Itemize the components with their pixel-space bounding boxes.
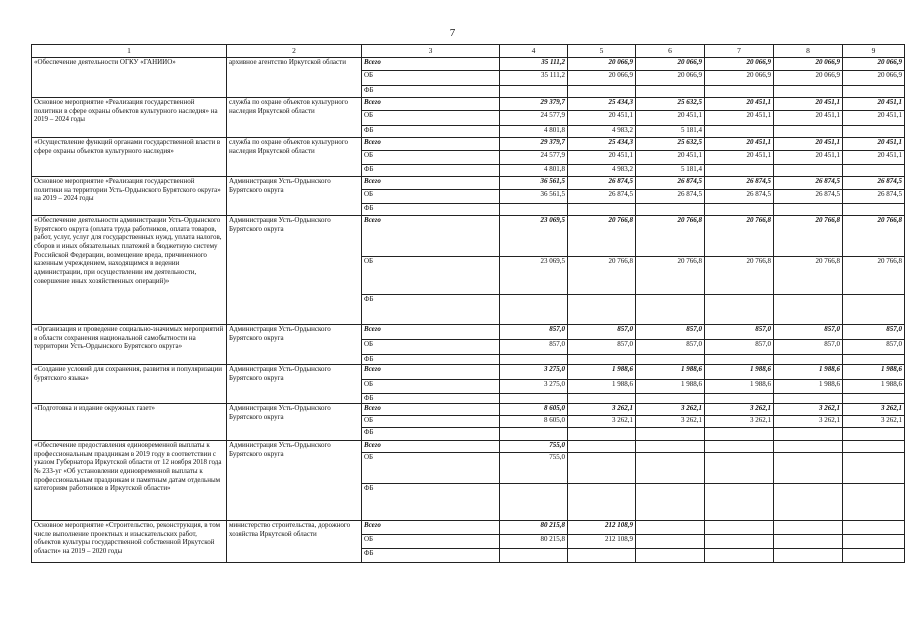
amount-cell bbox=[500, 295, 568, 325]
amount-cell: 23 069,5 bbox=[500, 216, 568, 257]
amount-cell: 20 451,1 bbox=[843, 98, 905, 111]
funding-source: ОБ bbox=[362, 380, 500, 394]
amount-cell bbox=[636, 535, 705, 549]
amount-cell: 4 801,8 bbox=[500, 126, 568, 138]
amount-cell bbox=[774, 126, 843, 138]
funding-source: Всего bbox=[362, 98, 500, 111]
amount-cell: 857,0 bbox=[500, 325, 568, 340]
amount-cell: 20 066,9 bbox=[705, 58, 774, 71]
amount-cell: 23 069,5 bbox=[500, 257, 568, 295]
funding-source: ОБ bbox=[362, 190, 500, 204]
amount-cell bbox=[843, 441, 905, 453]
column-number: 5 bbox=[568, 45, 636, 58]
amount-cell: 26 874,5 bbox=[636, 177, 705, 190]
amount-cell: 20 451,1 bbox=[705, 151, 774, 165]
amount-cell: 8 605,0 bbox=[500, 404, 568, 416]
activity-description: Основное мероприятие «Строительство, реконструкция, в том числе выполнение проектных и изыскательских работ, объектов культуры государственной собственной Иркутской области» на 2019 – 2020 годы bbox=[32, 521, 227, 563]
table-row bbox=[32, 216, 905, 257]
table-row bbox=[32, 521, 905, 535]
amount-cell bbox=[774, 86, 843, 98]
amount-cell bbox=[568, 355, 636, 365]
activity-description: «Подготовка и издание окружных газет» bbox=[32, 404, 227, 441]
table-row bbox=[32, 404, 905, 416]
amount-cell bbox=[636, 394, 705, 404]
funding-source: ОБ bbox=[362, 111, 500, 126]
amount-cell bbox=[705, 441, 774, 453]
amount-cell bbox=[636, 295, 705, 325]
amount-cell: 25 434,3 bbox=[568, 98, 636, 111]
table-row bbox=[32, 441, 905, 453]
amount-cell: 1 988,6 bbox=[636, 380, 705, 394]
amount-cell: 1 988,6 bbox=[568, 380, 636, 394]
amount-cell bbox=[500, 355, 568, 365]
amount-cell: 5 181,4 bbox=[636, 165, 705, 177]
amount-cell bbox=[568, 453, 636, 484]
page-number: 7 bbox=[449, 27, 456, 39]
amount-cell: 20 451,1 bbox=[843, 138, 905, 151]
amount-cell: 857,0 bbox=[500, 340, 568, 355]
amount-cell bbox=[774, 355, 843, 365]
amount-cell bbox=[843, 453, 905, 484]
amount-cell: 1 988,6 bbox=[774, 380, 843, 394]
amount-cell: 26 874,5 bbox=[636, 190, 705, 204]
amount-cell bbox=[568, 441, 636, 453]
amount-cell: 857,0 bbox=[705, 340, 774, 355]
amount-cell: 3 262,1 bbox=[636, 404, 705, 416]
activity-description: «Создание условий для сохранения, развития и популяризации бурятского языка» bbox=[32, 365, 227, 404]
amount-cell bbox=[774, 165, 843, 177]
funding-source: ФБ bbox=[362, 484, 500, 521]
amount-cell: 25 632,5 bbox=[636, 98, 705, 111]
amount-cell: 29 379,7 bbox=[500, 138, 568, 151]
amount-cell: 80 215,8 bbox=[500, 535, 568, 549]
amount-cell: 1 988,6 bbox=[843, 380, 905, 394]
amount-cell bbox=[774, 535, 843, 549]
amount-cell: 20 766,8 bbox=[705, 216, 774, 257]
amount-cell bbox=[705, 355, 774, 365]
funding-source: ОБ bbox=[362, 151, 500, 165]
amount-cell: 20 766,8 bbox=[568, 216, 636, 257]
amount-cell bbox=[500, 86, 568, 98]
funding-source: Всего bbox=[362, 138, 500, 151]
amount-cell bbox=[843, 355, 905, 365]
amount-cell bbox=[705, 521, 774, 535]
amount-cell: 20 766,8 bbox=[843, 257, 905, 295]
amount-cell: 20 766,8 bbox=[774, 216, 843, 257]
funding-source: Всего bbox=[362, 441, 500, 453]
responsible-executor: Администрация Усть-Ордынского Бурятского округа bbox=[227, 216, 362, 325]
amount-cell: 26 874,5 bbox=[774, 190, 843, 204]
activity-description: Основное мероприятие «Реализация государственной политики на территории Усть-Ордынского Бурятского округа» на 2019 – 2024 годы bbox=[32, 177, 227, 216]
amount-cell bbox=[500, 428, 568, 441]
funding-source: ОБ bbox=[362, 535, 500, 549]
amount-cell bbox=[843, 204, 905, 216]
amount-cell: 4 983,2 bbox=[568, 165, 636, 177]
amount-cell: 857,0 bbox=[636, 325, 705, 340]
amount-cell bbox=[843, 165, 905, 177]
responsible-executor: архивное агентство Иркутской области bbox=[227, 58, 362, 98]
amount-cell: 3 262,1 bbox=[843, 416, 905, 428]
amount-cell: 26 874,5 bbox=[843, 177, 905, 190]
amount-cell bbox=[774, 295, 843, 325]
activity-description: «Организация и проведение социально-значимых мероприятий в области сохранения национальной самобытности на территории Усть-Ордынского Бурятского округа» bbox=[32, 325, 227, 365]
table-body bbox=[32, 58, 905, 563]
amount-cell bbox=[705, 394, 774, 404]
responsible-executor: Администрация Усть-Ордынского Бурятского округа bbox=[227, 404, 362, 441]
amount-cell: 1 988,6 bbox=[705, 380, 774, 394]
column-number-row bbox=[32, 45, 905, 58]
amount-cell: 857,0 bbox=[774, 325, 843, 340]
funding-source: Всего bbox=[362, 58, 500, 71]
column-number: 7 bbox=[705, 45, 774, 58]
amount-cell: 20 766,8 bbox=[636, 257, 705, 295]
funding-source: Всего bbox=[362, 365, 500, 380]
amount-cell: 212 108,9 bbox=[568, 535, 636, 549]
amount-cell: 25 434,3 bbox=[568, 138, 636, 151]
amount-cell bbox=[636, 355, 705, 365]
column-number: 9 bbox=[843, 45, 905, 58]
funding-source: ОБ bbox=[362, 453, 500, 484]
amount-cell: 20 451,1 bbox=[774, 111, 843, 126]
amount-cell bbox=[636, 484, 705, 521]
amount-cell bbox=[774, 484, 843, 521]
amount-cell bbox=[843, 549, 905, 563]
amount-cell: 20 451,1 bbox=[705, 111, 774, 126]
amount-cell bbox=[843, 394, 905, 404]
table-row bbox=[32, 58, 905, 71]
amount-cell: 20 451,1 bbox=[774, 138, 843, 151]
funding-source: ОБ bbox=[362, 71, 500, 86]
amount-cell: 20 451,1 bbox=[636, 151, 705, 165]
amount-cell bbox=[636, 204, 705, 216]
amount-cell bbox=[843, 295, 905, 325]
amount-cell bbox=[843, 126, 905, 138]
amount-cell bbox=[636, 441, 705, 453]
amount-cell: 3 262,1 bbox=[774, 416, 843, 428]
funding-source: Всего bbox=[362, 177, 500, 190]
amount-cell: 20 066,9 bbox=[568, 58, 636, 71]
responsible-executor: служба по охране объектов культурного наследия Иркутской области bbox=[227, 138, 362, 177]
amount-cell: 1 988,6 bbox=[843, 365, 905, 380]
amount-cell: 4 983,2 bbox=[568, 126, 636, 138]
funding-source: ФБ bbox=[362, 549, 500, 563]
amount-cell bbox=[843, 484, 905, 521]
amount-cell bbox=[843, 535, 905, 549]
amount-cell: 755,0 bbox=[500, 441, 568, 453]
amount-cell: 212 108,9 bbox=[568, 521, 636, 535]
funding-source: Всего bbox=[362, 404, 500, 416]
amount-cell: 20 451,1 bbox=[705, 138, 774, 151]
activity-description: «Обеспечение деятельности ОГКУ «ГАНИИО» bbox=[32, 58, 227, 98]
amount-cell: 20 066,9 bbox=[774, 58, 843, 71]
amount-cell bbox=[636, 521, 705, 535]
amount-cell bbox=[568, 86, 636, 98]
funding-source: ОБ bbox=[362, 257, 500, 295]
responsible-executor: Администрация Усть-Ордынского Бурятского округа bbox=[227, 325, 362, 365]
amount-cell: 1 988,6 bbox=[568, 365, 636, 380]
funding-source: ФБ bbox=[362, 355, 500, 365]
amount-cell bbox=[705, 295, 774, 325]
activity-description: Основное мероприятие «Реализация государственной политики в сфере охраны объектов культурного наследия» на 2019 – 2024 годы bbox=[32, 98, 227, 138]
amount-cell: 857,0 bbox=[843, 325, 905, 340]
amount-cell: 8 605,0 bbox=[500, 416, 568, 428]
amount-cell bbox=[774, 428, 843, 441]
responsible-executor: Администрация Усть-Ордынского Бурятского округа bbox=[227, 365, 362, 404]
table-row bbox=[32, 365, 905, 380]
amount-cell: 3 262,1 bbox=[568, 416, 636, 428]
amount-cell bbox=[568, 428, 636, 441]
funding-source: Всего bbox=[362, 325, 500, 340]
column-number: 4 bbox=[500, 45, 568, 58]
amount-cell: 1 988,6 bbox=[636, 365, 705, 380]
amount-cell bbox=[705, 126, 774, 138]
amount-cell: 20 766,8 bbox=[568, 257, 636, 295]
column-number: 1 bbox=[32, 45, 227, 58]
amount-cell bbox=[705, 165, 774, 177]
amount-cell bbox=[636, 453, 705, 484]
amount-cell bbox=[774, 521, 843, 535]
amount-cell: 3 262,1 bbox=[705, 416, 774, 428]
amount-cell bbox=[500, 394, 568, 404]
funding-source: Всего bbox=[362, 521, 500, 535]
amount-cell bbox=[843, 86, 905, 98]
amount-cell: 1 988,6 bbox=[774, 365, 843, 380]
amount-cell: 755,0 bbox=[500, 453, 568, 484]
amount-cell: 20 766,8 bbox=[774, 257, 843, 295]
amount-cell: 20 766,8 bbox=[705, 257, 774, 295]
amount-cell: 20 766,8 bbox=[843, 216, 905, 257]
amount-cell: 36 561,5 bbox=[500, 177, 568, 190]
responsible-executor: служба по охране объектов культурного наследия Иркутской области bbox=[227, 98, 362, 138]
funding-source: ФБ bbox=[362, 126, 500, 138]
funding-source: Всего bbox=[362, 216, 500, 257]
responsible-executor: Администрация Усть-Ордынского Бурятского округа bbox=[227, 177, 362, 216]
amount-cell: 857,0 bbox=[568, 340, 636, 355]
amount-cell bbox=[774, 549, 843, 563]
amount-cell bbox=[636, 549, 705, 563]
amount-cell bbox=[774, 441, 843, 453]
column-number: 6 bbox=[636, 45, 705, 58]
amount-cell: 3 262,1 bbox=[705, 404, 774, 416]
amount-cell bbox=[774, 394, 843, 404]
amount-cell: 20 451,1 bbox=[705, 98, 774, 111]
amount-cell bbox=[774, 204, 843, 216]
amount-cell: 3 262,1 bbox=[568, 404, 636, 416]
amount-cell: 857,0 bbox=[843, 340, 905, 355]
amount-cell bbox=[705, 204, 774, 216]
funding-source: ФБ bbox=[362, 204, 500, 216]
funding-source: ОБ bbox=[362, 340, 500, 355]
amount-cell bbox=[500, 484, 568, 521]
amount-cell bbox=[705, 549, 774, 563]
amount-cell bbox=[705, 453, 774, 484]
amount-cell: 20 066,9 bbox=[636, 58, 705, 71]
table-row bbox=[32, 138, 905, 151]
amount-cell: 20 066,9 bbox=[705, 71, 774, 86]
amount-cell bbox=[774, 453, 843, 484]
amount-cell: 26 874,5 bbox=[843, 190, 905, 204]
amount-cell bbox=[568, 295, 636, 325]
amount-cell: 20 451,1 bbox=[774, 98, 843, 111]
activity-description: «Осуществление функций органами государственной власти в сфере охраны объектов культурного наследия» bbox=[32, 138, 227, 177]
table-row bbox=[32, 177, 905, 190]
amount-cell: 20 451,1 bbox=[568, 111, 636, 126]
amount-cell bbox=[843, 521, 905, 535]
amount-cell: 4 801,8 bbox=[500, 165, 568, 177]
amount-cell: 20 066,9 bbox=[843, 71, 905, 86]
amount-cell bbox=[500, 549, 568, 563]
amount-cell: 3 275,0 bbox=[500, 365, 568, 380]
budget-table bbox=[31, 44, 905, 563]
column-number: 2 bbox=[227, 45, 362, 58]
activity-description: «Обеспечение предоставления единовременной выплаты к профессиональным праздникам в 2019 году в соответствии с указом Губернатора Иркутской области от 12 ноября 2018 года № 233-уг «Об установлении единовременной выплаты к профессиональным праздникам и памятным датам отдельным категориям работников в Иркутской области» bbox=[32, 441, 227, 521]
amount-cell: 20 451,1 bbox=[843, 111, 905, 126]
amount-cell: 26 874,5 bbox=[705, 190, 774, 204]
amount-cell: 20 066,9 bbox=[843, 58, 905, 71]
amount-cell: 20 451,1 bbox=[774, 151, 843, 165]
amount-cell bbox=[568, 484, 636, 521]
amount-cell: 80 215,8 bbox=[500, 521, 568, 535]
amount-cell: 26 874,5 bbox=[705, 177, 774, 190]
amount-cell: 35 111,2 bbox=[500, 58, 568, 71]
amount-cell bbox=[705, 535, 774, 549]
table-row bbox=[32, 98, 905, 111]
amount-cell: 857,0 bbox=[568, 325, 636, 340]
amount-cell bbox=[705, 428, 774, 441]
column-number: 3 bbox=[362, 45, 500, 58]
amount-cell: 20 066,9 bbox=[636, 71, 705, 86]
amount-cell: 3 262,1 bbox=[636, 416, 705, 428]
activity-description: «Обеспечение деятельности администрации Усть-Ордынского Бурятского округа (оплата труда работников, оплата товаров, работ, услуг, услуг для государственных нужд, уплата налогов, сборов и иных обязательных платежей в бюджетную систему Российской Федерации, возмещение вреда, причиненного казенным учреждением, находящимся в ведении администрации, при осуществлении им деятельности, совершение иных хозяйственных операций)» bbox=[32, 216, 227, 325]
funding-source: ФБ bbox=[362, 86, 500, 98]
funding-source: ФБ bbox=[362, 295, 500, 325]
amount-cell: 857,0 bbox=[636, 340, 705, 355]
amount-cell bbox=[568, 394, 636, 404]
amount-cell: 857,0 bbox=[705, 325, 774, 340]
amount-cell: 26 874,5 bbox=[774, 177, 843, 190]
amount-cell: 5 181,4 bbox=[636, 126, 705, 138]
table-row bbox=[32, 325, 905, 340]
amount-cell bbox=[568, 549, 636, 563]
amount-cell: 26 874,5 bbox=[568, 190, 636, 204]
funding-source: ФБ bbox=[362, 428, 500, 441]
amount-cell: 36 561,5 bbox=[500, 190, 568, 204]
amount-cell: 20 451,1 bbox=[636, 111, 705, 126]
column-number: 8 bbox=[774, 45, 843, 58]
responsible-executor: Администрация Усть-Ордынского Бурятского округа bbox=[227, 441, 362, 521]
amount-cell bbox=[636, 86, 705, 98]
amount-cell bbox=[705, 484, 774, 521]
amount-cell: 35 111,2 bbox=[500, 71, 568, 86]
funding-source: ОБ bbox=[362, 416, 500, 428]
amount-cell bbox=[636, 428, 705, 441]
amount-cell bbox=[568, 204, 636, 216]
amount-cell: 3 262,1 bbox=[843, 404, 905, 416]
amount-cell bbox=[705, 86, 774, 98]
amount-cell: 29 379,7 bbox=[500, 98, 568, 111]
amount-cell: 25 632,5 bbox=[636, 138, 705, 151]
amount-cell: 20 451,1 bbox=[568, 151, 636, 165]
amount-cell bbox=[500, 204, 568, 216]
amount-cell: 857,0 bbox=[774, 340, 843, 355]
amount-cell: 1 988,6 bbox=[705, 365, 774, 380]
amount-cell: 3 275,0 bbox=[500, 380, 568, 394]
amount-cell: 20 066,9 bbox=[568, 71, 636, 86]
amount-cell: 24 577,9 bbox=[500, 111, 568, 126]
responsible-executor: министерство строительства, дорожного хозяйства Иркутской области bbox=[227, 521, 362, 563]
amount-cell: 20 451,1 bbox=[843, 151, 905, 165]
amount-cell: 20 766,8 bbox=[636, 216, 705, 257]
amount-cell bbox=[843, 428, 905, 441]
amount-cell: 3 262,1 bbox=[774, 404, 843, 416]
amount-cell: 26 874,5 bbox=[568, 177, 636, 190]
funding-source: ФБ bbox=[362, 394, 500, 404]
funding-source: ФБ bbox=[362, 165, 500, 177]
amount-cell: 24 577,9 bbox=[500, 151, 568, 165]
amount-cell: 20 066,9 bbox=[774, 71, 843, 86]
